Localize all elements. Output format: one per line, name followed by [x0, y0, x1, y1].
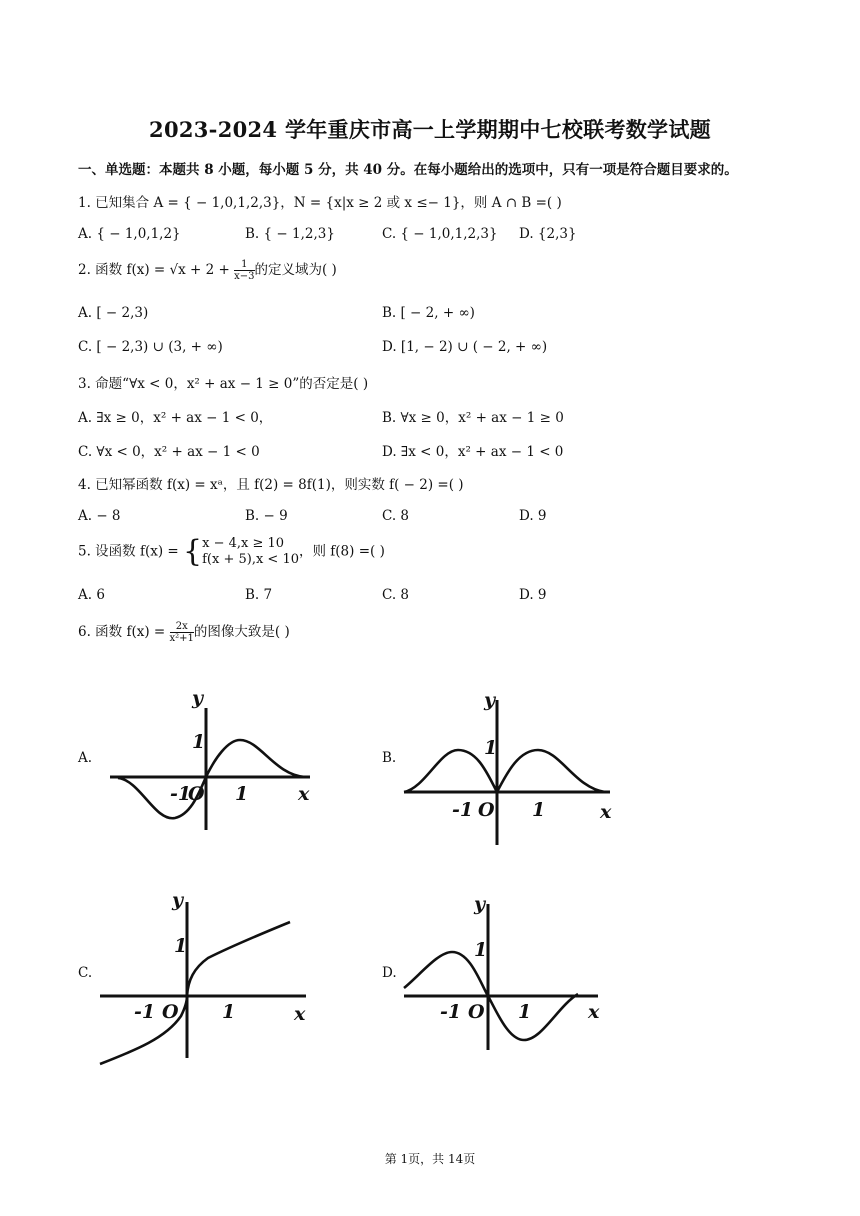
- page-footer: 第 1页，共 14页: [384, 1152, 476, 1166]
- q1-option-c[interactable]: C. { − 1,0,1,2,3}: [382, 226, 498, 242]
- tick-neg1-x: -1: [170, 783, 192, 805]
- question-5-stem: [78, 536, 385, 568]
- q4-option-c[interactable]: C. 8: [382, 508, 410, 524]
- origin-label: O: [188, 783, 205, 805]
- tick-neg1-x: -1: [452, 799, 474, 821]
- q5-cases: [202, 536, 299, 568]
- q6-option-d-label[interactable]: D.: [382, 965, 397, 981]
- q6-option-a-label[interactable]: A.: [78, 750, 93, 766]
- q6-fraction: [170, 621, 194, 644]
- q2-option-c[interactable]: C. [ − 2,3) ∪ (3, + ∞): [78, 339, 223, 355]
- tick-1-x: 1: [235, 783, 249, 805]
- y-axis-label: y: [474, 893, 486, 915]
- q1-option-b[interactable]: B. { − 1,2,3}: [245, 226, 335, 242]
- q6-option-c-label[interactable]: C.: [78, 965, 93, 981]
- tick-neg1-x: -1: [134, 1001, 156, 1023]
- origin-label: O: [478, 799, 495, 821]
- q5-option-a[interactable]: A. 6: [78, 587, 105, 603]
- q4-option-b[interactable]: B. − 9: [245, 508, 288, 524]
- q3-option-a[interactable]: A. ∃x ≥ 0，x² + ax − 1 < 0，: [78, 410, 273, 426]
- origin-label: O: [468, 1001, 485, 1023]
- q6-frac-den: x²+1: [169, 633, 194, 644]
- q2-fraction: [234, 259, 254, 282]
- y-axis-label: y: [484, 689, 496, 711]
- q5-brace: {: [183, 534, 203, 569]
- tick-neg1-x: -1: [440, 1001, 462, 1023]
- tick-1-x: 1: [532, 799, 546, 821]
- question-4-stem: 4. 已知幂函数 f(x) = xᵃ，且 f(2) = 8f(1)，则实数 f( − 2) =( ): [78, 477, 464, 493]
- q6-graph-a[interactable]: [100, 680, 330, 840]
- q3-option-b[interactable]: B. ∀x ≥ 0，x² + ax − 1 ≥ 0: [382, 410, 564, 426]
- q6-frac-num: 2x: [170, 621, 194, 633]
- question-1-stem: 1. 已知集合 A = { − 1,0,1,2,3}，N = {x|x ≥ 2 或 x ≤− 1}，则 A ∩ B =( ): [78, 195, 562, 211]
- question-3-stem: 3. 命题“∀x < 0，x² + ax − 1 ≥ 0”的否定是( ): [78, 376, 369, 392]
- q2-stem-post: 的定义域为( ): [254, 262, 337, 278]
- x-axis-label: x: [298, 783, 310, 805]
- q5-option-c[interactable]: C. 8: [382, 587, 410, 603]
- q3-option-d[interactable]: D. ∃x < 0，x² + ax − 1 < 0: [382, 444, 564, 460]
- curve: [118, 740, 305, 818]
- q2-option-d[interactable]: D. [1, − 2) ∪ ( − 2, + ∞): [382, 339, 548, 355]
- x-axis-label: x: [600, 801, 612, 823]
- q6-graph-d[interactable]: [400, 890, 630, 1060]
- q2-stem-pre: 2. 函数 f(x) = √x + 2 +: [78, 262, 230, 278]
- tick-1-y: 1: [484, 737, 498, 759]
- origin-label: O: [162, 1001, 179, 1023]
- x-axis-label: x: [294, 1003, 306, 1025]
- q5-stem-pre: 5. 设函数 f(x) =: [78, 543, 179, 560]
- curve: [100, 922, 290, 1064]
- q5-option-d[interactable]: D. 9: [519, 587, 547, 603]
- x-axis-label: x: [588, 1001, 600, 1023]
- q3-option-c[interactable]: C. ∀x < 0，x² + ax − 1 < 0: [78, 444, 260, 460]
- q1-option-a[interactable]: A. { − 1,0,1,2}: [78, 226, 181, 242]
- q5-case-2: f(x + 5),x < 10: [202, 552, 299, 567]
- curve: [404, 750, 605, 792]
- y-axis-label: y: [172, 889, 184, 911]
- q6-stem-pre: 6. 函数 f(x) =: [78, 624, 166, 640]
- q5-stem-post: ，则 f(8) =( ): [299, 543, 385, 560]
- page-title: 2023-2024 学年重庆市高一上学期期中七校联考数学试题: [149, 117, 711, 142]
- tick-1-x: 1: [518, 1001, 532, 1023]
- question-6-stem: [78, 620, 290, 644]
- tick-1-y: 1: [474, 939, 488, 961]
- tick-1-y: 1: [192, 731, 206, 753]
- q6-stem-post: 的图像大致是( ): [193, 624, 290, 640]
- q2-option-a[interactable]: A. [ − 2,3): [78, 305, 149, 321]
- section-heading: 一、单选题：本题共 8 小题，每小题 5 分，共 40 分。在每小题给出的选项中，只有一项是符合题目要求的。: [78, 162, 738, 178]
- tick-1-x: 1: [222, 1001, 236, 1023]
- tick-1-y: 1: [174, 935, 188, 957]
- q5-option-b[interactable]: B. 7: [245, 587, 273, 603]
- q6-graph-b[interactable]: [400, 680, 630, 850]
- q1-option-d[interactable]: D. {2,3}: [519, 226, 577, 242]
- question-2-stem: [78, 258, 337, 282]
- q4-option-a[interactable]: A. − 8: [78, 508, 121, 524]
- q6-graph-c[interactable]: [96, 880, 326, 1070]
- q5-case-1: x − 4,x ≥ 10: [202, 536, 285, 551]
- q2-frac-num: 1: [234, 259, 254, 271]
- q2-frac-den: x−3: [234, 271, 255, 282]
- q2-option-b[interactable]: B. [ − 2, + ∞): [382, 305, 475, 321]
- q6-option-b-label[interactable]: B.: [382, 750, 397, 766]
- q4-option-d[interactable]: D. 9: [519, 508, 547, 524]
- y-axis-label: y: [192, 687, 204, 709]
